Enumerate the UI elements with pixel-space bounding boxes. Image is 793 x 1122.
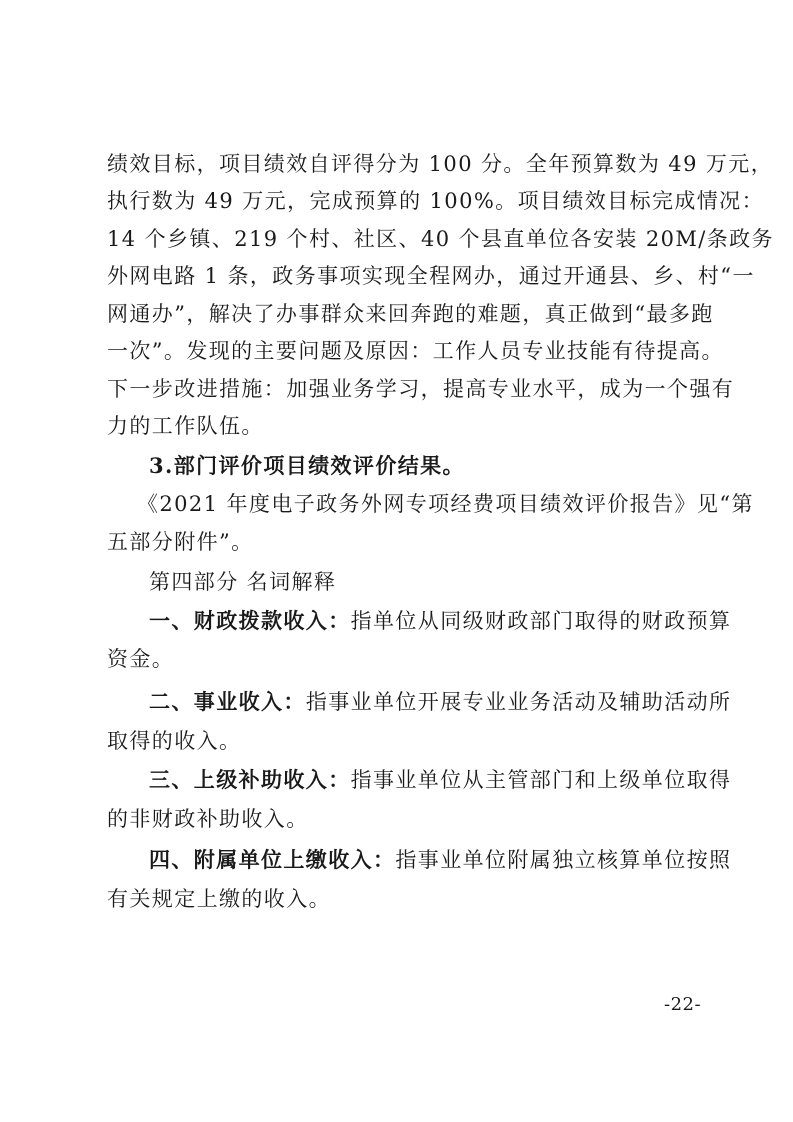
term-definition-line: [149, 688, 732, 716]
paragraph-line: 《2021 年度电子政务外网专项经费项目绩效评价报告》见“第: [137, 492, 754, 516]
term-label: 一、财政拨款收入：: [149, 608, 351, 633]
term-definition-line: [149, 846, 732, 874]
paragraph-line: 五部分附件”。: [107, 530, 254, 554]
term-definition-continuation: 取得的收入。: [107, 729, 242, 753]
term-label: 三、上级补助收入：: [149, 767, 351, 792]
paragraph-line: 外网电路 1 条，政务事项实现全程网办，通过开通县、乡、村“一: [107, 264, 755, 288]
term-label: 二、事业收入：: [149, 689, 306, 714]
term-definition-continuation: 有关规定上缴的收入。: [107, 887, 331, 911]
term-definition-line: [149, 607, 732, 635]
paragraph-line: 一次”。发现的主要问题及原因：工作人员专业技能有待提高。: [107, 339, 724, 363]
paragraph-line: 网通办”，解决了办事群众来回奔跑的难题，真正做到“最多跑: [107, 302, 714, 326]
paragraph-line: 力的工作队伍。: [107, 414, 264, 438]
term-definition: 指事业单位从主管部门和上级单位取得: [350, 768, 732, 792]
term-label: 四、附属单位上缴收入：: [149, 847, 396, 872]
term-definition-continuation: 资金。: [107, 647, 175, 671]
paragraph-line: 执行数为 49 万元，完成预算的 100%。项目绩效目标完成情况：: [107, 189, 764, 213]
section-heading-dept-eval: 3.部门评价项目绩效评价结果。: [149, 453, 465, 478]
term-definition: 指事业单位开展专业业务活动及辅助活动所: [305, 690, 732, 714]
term-definition-line: [149, 766, 732, 794]
paragraph-line: 下一步改进措施：加强业务学习，提高专业水平，成为一个强有: [107, 377, 735, 401]
term-definition: 指事业单位附属独立核算单位按照: [395, 848, 732, 872]
term-definition: 指单位从同级财政部门取得的财政预算: [350, 609, 732, 633]
part-four-heading: 第四部分 名词解释: [149, 570, 337, 594]
paragraph-line: 14 个乡镇、219 个村、社区、40 个县直单位各安装 20M/条政务: [107, 227, 774, 251]
term-definition-continuation: 的非财政补助收入。: [107, 807, 309, 831]
paragraph-line: 绩效目标，项目绩效自评得分为 100 分。全年预算数为 49 万元，: [107, 152, 774, 176]
page-number: -22-: [664, 994, 702, 1015]
